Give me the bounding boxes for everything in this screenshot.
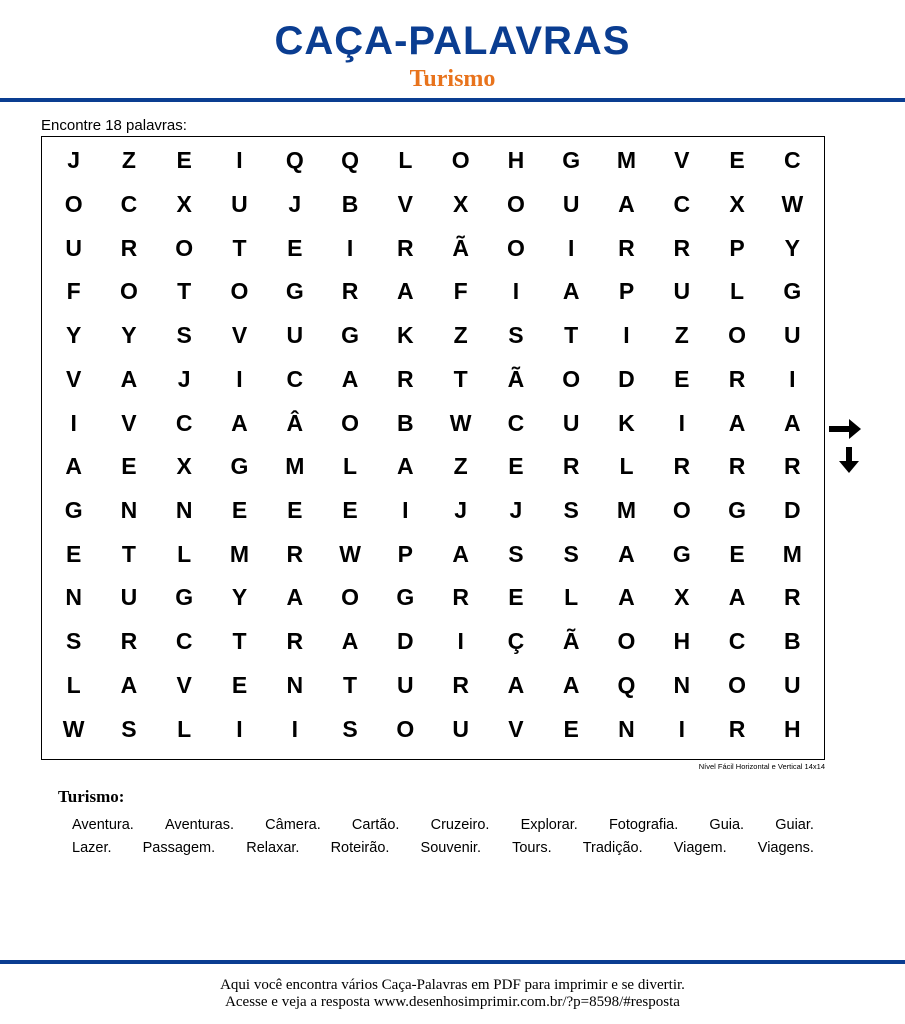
grid-cell: G (175, 584, 194, 611)
grid-cell: G (230, 453, 249, 480)
grid-cell: K (618, 409, 635, 436)
grid-cell: Ç (507, 628, 525, 655)
grid-cell: G (783, 278, 802, 305)
grid-cell: L (177, 715, 192, 742)
grid-cell: V (674, 147, 690, 174)
grid-cell: L (66, 671, 81, 698)
grid-cell: Q (617, 671, 636, 698)
grid-cell: X (176, 453, 192, 480)
grid-cell: T (177, 278, 192, 305)
word-list-item: Souvenir. (420, 840, 481, 856)
grid-cell: E (176, 147, 192, 174)
grid-cell: A (507, 671, 525, 698)
word-list-item: Lazer. (72, 840, 112, 856)
grid-cell: N (120, 497, 138, 524)
grid-cell: R (286, 628, 304, 655)
grid-cell: V (397, 191, 414, 218)
grid-cell: R (673, 453, 691, 480)
grid-cell: J (67, 147, 81, 174)
grid-cell: N (673, 671, 691, 698)
grid-cell: M (616, 497, 637, 524)
grid-cell: L (564, 584, 579, 611)
grid-cell: Z (674, 322, 689, 349)
grid-cell: L (730, 278, 745, 305)
grid-cell: S (508, 322, 524, 349)
grid-cell: S (563, 540, 579, 567)
grid-cell: C (286, 365, 304, 392)
grid-cell: B (341, 191, 359, 218)
grid-cell: P (729, 234, 745, 261)
grid-cell: X (674, 584, 690, 611)
grid-cell: W (339, 540, 361, 567)
footer-line-1: Aqui você encontra vários Caça-Palavras em PDF para imprimir e se divertir. (220, 977, 685, 993)
grid-cell: P (397, 540, 414, 567)
grid-cell: Y (231, 584, 248, 611)
grid-cell: N (175, 497, 193, 524)
grid-cell: I (568, 234, 575, 261)
grid-cell: A (618, 540, 635, 567)
grid-cell: T (232, 234, 247, 261)
grid-cell: O (506, 234, 525, 261)
grid-cell: A (452, 540, 469, 567)
grid-cell: A (286, 584, 304, 611)
grid-cell: M (229, 540, 250, 567)
grid-cell: X (176, 191, 192, 218)
grid-cell: E (342, 497, 358, 524)
grid-cell: Q (341, 147, 359, 174)
grid-cell: I (236, 147, 243, 174)
grid-cell: N (286, 671, 304, 698)
grid-cell: R (673, 234, 691, 261)
grid-cell: U (452, 715, 469, 742)
grid-cell: A (618, 191, 635, 218)
grid-cell: F (453, 278, 468, 305)
grid-cell: R (397, 365, 414, 392)
grid-cell: B (397, 409, 414, 436)
grid-cell: O (728, 322, 746, 349)
word-list-item: Viagens. (757, 840, 814, 856)
grid-cell: I (678, 409, 685, 436)
grid-cell: E (287, 234, 303, 261)
footer-rule (0, 960, 905, 964)
grid-cell: O (230, 278, 249, 305)
grid-cell: I (291, 715, 298, 742)
page-subtitle: Turismo (409, 66, 496, 92)
arrow-down-icon (838, 446, 860, 474)
grid-cell: P (618, 278, 635, 305)
grid-cell: G (562, 147, 581, 174)
grid-cell: S (121, 715, 137, 742)
grid-cell: I (512, 278, 520, 305)
grid-cell: A (231, 409, 248, 436)
word-list-row-2 (72, 839, 814, 857)
grid-cell: O (562, 365, 581, 392)
word-list-item: Explorar. (520, 817, 578, 833)
grid-cell: V (65, 365, 82, 392)
grid-cell: E (65, 540, 82, 567)
grid-cell: A (728, 584, 746, 611)
grid-cell: U (784, 671, 801, 698)
grid-cell: U (286, 322, 304, 349)
word-list-item: Tours. (512, 840, 552, 856)
grid-cell: M (616, 147, 637, 174)
word-list-item: Roteirão. (330, 840, 390, 856)
grid-cell: R (397, 234, 414, 261)
word-list-item: Tradição. (582, 840, 643, 856)
grid-cell: L (619, 453, 634, 480)
grid-cell: T (232, 628, 247, 655)
grid-cell: E (563, 715, 579, 742)
grid-cell: G (396, 584, 415, 611)
word-list-item: Aventura. (72, 817, 134, 833)
header-rule (0, 98, 905, 102)
grid-cell: E (508, 453, 524, 480)
word-search-grid (41, 136, 825, 760)
level-note: Nível Fácil Horizontal e Vertical 14x14 (698, 762, 825, 771)
grid-cell: C (784, 147, 801, 174)
grid-cell: D (618, 365, 635, 392)
grid-cell: T (453, 365, 468, 392)
word-list-item: Passagem. (142, 840, 216, 856)
grid-cell: V (231, 322, 248, 349)
grid-cell: W (449, 409, 472, 436)
grid-cell: T (564, 322, 579, 349)
grid-cell: I (346, 234, 354, 261)
grid-cell: R (728, 453, 746, 480)
grid-cell: N (618, 715, 635, 742)
grid-cell: Ã (452, 234, 469, 261)
grid-cell: R (618, 234, 635, 261)
grid-cell: Z (453, 453, 468, 480)
grid-cell: R (341, 278, 359, 305)
grid-cell: E (729, 540, 745, 567)
grid-cell: O (728, 671, 746, 698)
grid-cell: I (236, 715, 243, 742)
grid-cell: U (673, 278, 691, 305)
grid-cell: A (562, 671, 580, 698)
grid-cell: J (509, 497, 523, 524)
grid-cell: S (176, 322, 192, 349)
grid-cell: I (789, 365, 796, 392)
grid-cell: A (120, 365, 138, 392)
grid-cell: B (784, 628, 801, 655)
grid-cell: O (341, 584, 359, 611)
grid-cell: G (64, 497, 83, 524)
grid-cell: A (341, 365, 359, 392)
grid-cell: T (343, 671, 358, 698)
grid-cell: U (231, 191, 248, 218)
grid-cell: O (64, 191, 83, 218)
grid-cell: H (673, 628, 691, 655)
grid-cell: V (121, 409, 137, 436)
page-title: CAÇA-PALAVRAS (274, 19, 631, 63)
grid-cell: J (288, 191, 302, 218)
grid-cell: Ã (507, 365, 525, 392)
word-list-item: Relaxar. (246, 840, 300, 856)
grid-cell: I (678, 715, 685, 742)
word-list-item: Guia. (709, 817, 745, 833)
grid-cell: R (562, 453, 580, 480)
word-list-item: Cartão. (351, 817, 400, 833)
grid-cell: G (285, 278, 304, 305)
grid-cell: H (784, 715, 801, 742)
grid-cell: R (120, 234, 138, 261)
grid-cell: O (341, 409, 359, 436)
grid-cell: R (784, 584, 801, 611)
grid-cell: H (507, 147, 525, 174)
word-list-item: Câmera. (265, 817, 321, 833)
grid-cell: E (231, 497, 248, 524)
grid-cell: W (62, 715, 85, 742)
grid-cell: O (396, 715, 415, 742)
grid-cell: S (342, 715, 358, 742)
grid-cell: A (120, 671, 138, 698)
grid-cell: E (674, 365, 690, 392)
grid-cell: U (562, 191, 580, 218)
grid-cell: R (452, 671, 469, 698)
grid-cell: I (402, 497, 409, 524)
grid-cell: Ã (562, 628, 580, 655)
word-list-row-1 (72, 816, 814, 834)
grid-cell: O (617, 628, 636, 655)
grid-cell: R (286, 540, 304, 567)
grid-cell: X (452, 191, 469, 218)
grid-cell: C (175, 628, 193, 655)
grid-cell: N (65, 584, 82, 611)
grid-cell: I (236, 365, 243, 392)
grid-cell: D (784, 497, 801, 524)
grid-cell: O (119, 278, 138, 305)
grid-cell: I (623, 322, 630, 349)
instruction-text: Encontre 18 palavras: (41, 117, 187, 134)
grid-cell: V (176, 671, 192, 698)
word-list-item: Guiar. (775, 817, 814, 833)
footer-line-2: Acesse e veja a resposta www.desenhosimprimir.com.br/?p=8598/#resposta (225, 994, 680, 1010)
grid-cell: R (728, 715, 746, 742)
grid-cell: C (673, 191, 691, 218)
grid-cell: R (452, 584, 469, 611)
grid-cell: D (397, 628, 414, 655)
grid-cell: W (781, 191, 804, 218)
grid-cell: X (729, 191, 745, 218)
letter-grid (42, 137, 824, 759)
grid-cell: L (177, 540, 192, 567)
grid-cell: A (397, 278, 414, 305)
grid-cell: S (65, 628, 82, 655)
grid-cell: A (397, 453, 414, 480)
grid-cell: E (729, 147, 745, 174)
grid-cell: A (341, 628, 359, 655)
grid-cell: S (563, 497, 579, 524)
grid-cell: U (65, 234, 82, 261)
grid-cell: Y (65, 322, 82, 349)
word-list-title: Turismo: (58, 787, 125, 806)
arrow-right-icon (828, 418, 862, 440)
grid-cell: L (398, 147, 413, 174)
grid-cell: U (397, 671, 414, 698)
grid-cell: Q (285, 147, 304, 174)
grid-cell: G (728, 497, 746, 524)
grid-cell: E (287, 497, 303, 524)
grid-cell: C (175, 409, 193, 436)
grid-cell: Z (121, 147, 136, 174)
grid-cell: M (782, 540, 802, 567)
grid-cell: R (728, 365, 746, 392)
grid-cell: G (341, 322, 359, 349)
grid-cell: C (120, 191, 138, 218)
grid-cell: A (618, 584, 635, 611)
grid-cell: A (562, 278, 580, 305)
grid-cell: C (728, 628, 746, 655)
word-list-item: Cruzeiro. (430, 817, 490, 833)
grid-cell: Z (453, 322, 468, 349)
word-list-item: Aventuras. (164, 817, 235, 833)
grid-cell: O (672, 497, 691, 524)
grid-cell: A (728, 409, 746, 436)
grid-cell: U (784, 322, 801, 349)
grid-cell: M (285, 453, 305, 480)
word-list-item: Fotografia. (608, 817, 679, 833)
grid-cell: I (457, 628, 464, 655)
grid-cell: V (508, 715, 524, 742)
grid-cell: A (65, 453, 82, 480)
grid-cell: E (121, 453, 137, 480)
grid-cell: G (672, 540, 691, 567)
word-list-item: Viagem. (673, 840, 727, 856)
grid-cell: E (508, 584, 524, 611)
grid-cell: Y (784, 234, 801, 261)
grid-cell: Y (121, 322, 137, 349)
grid-cell: R (120, 628, 138, 655)
grid-cell: K (397, 322, 414, 349)
grid-cell: T (121, 540, 136, 567)
grid-cell: C (507, 409, 525, 436)
grid-cell: A (784, 409, 801, 436)
grid-cell: J (177, 365, 191, 392)
grid-cell: I (70, 409, 77, 436)
grid-cell: O (451, 147, 470, 174)
grid-cell: Â (286, 409, 304, 436)
grid-cell: E (231, 671, 248, 698)
grid-cell: J (454, 497, 468, 524)
grid-cell: O (175, 234, 194, 261)
grid-cell: U (562, 409, 580, 436)
grid-cell: O (506, 191, 525, 218)
grid-cell: U (120, 584, 138, 611)
grid-cell: F (66, 278, 81, 305)
grid-cell: L (343, 453, 358, 480)
grid-cell: R (784, 453, 801, 480)
grid-cell: S (508, 540, 524, 567)
